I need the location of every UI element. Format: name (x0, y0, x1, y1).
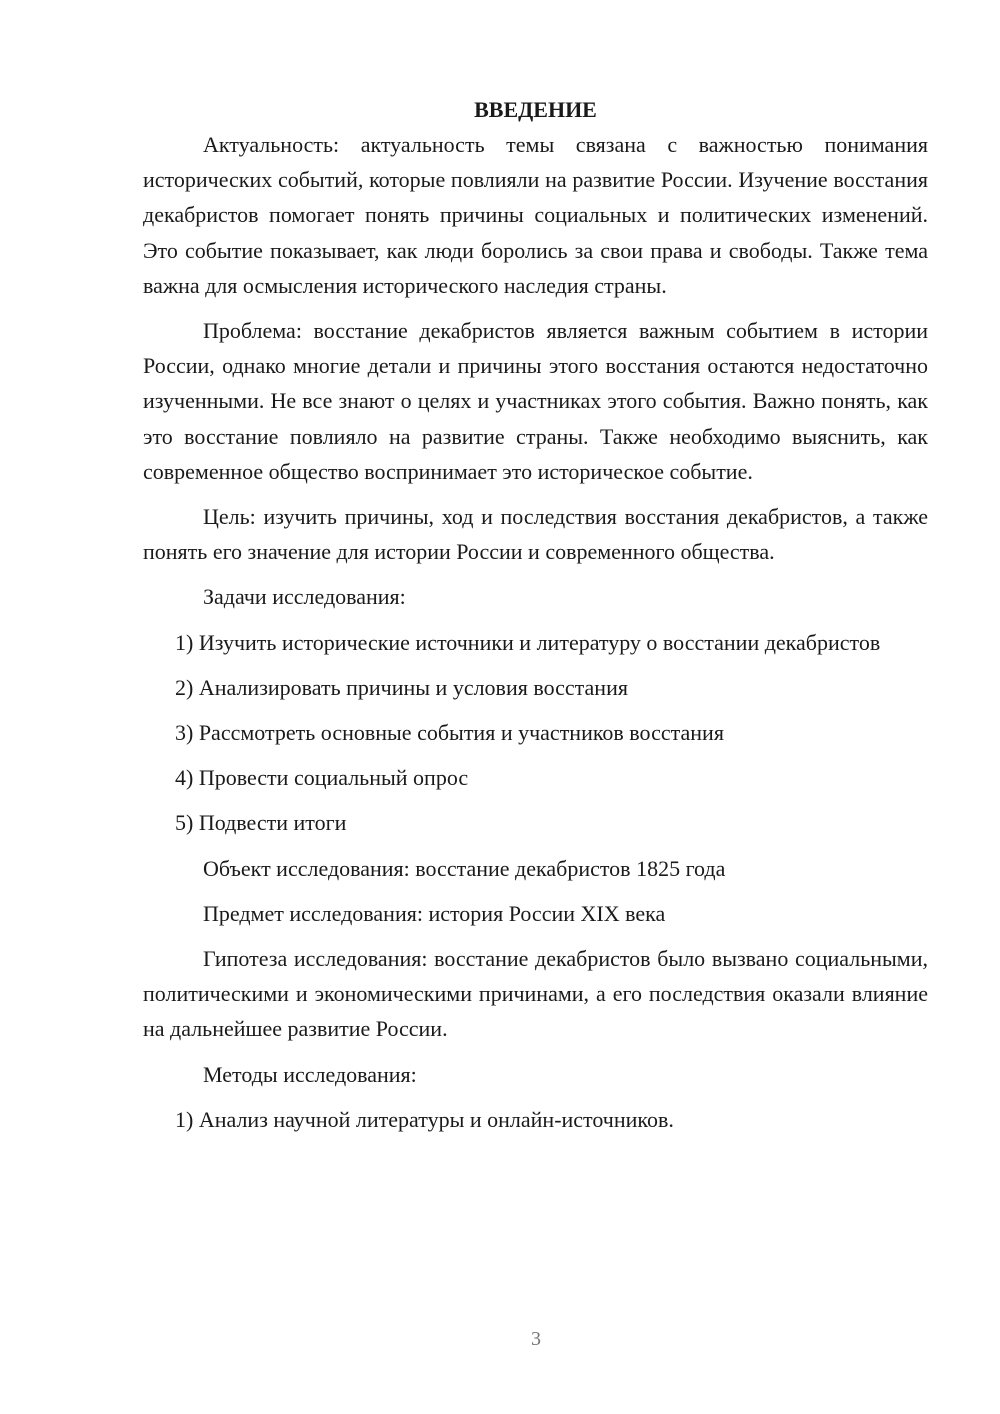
subject-paragraph: Предмет исследования: история России XIX века (203, 900, 666, 926)
task-item: 3) Рассмотреть основные события и участников восстания (175, 720, 724, 746)
tasks-heading: Задачи исследования: (203, 584, 406, 610)
task-item: 4) Провести социальный опрос (175, 765, 469, 791)
object-paragraph: Объект исследования: восстание декабристов 1825 года (203, 855, 726, 881)
relevance-paragraph: Актуальность: актуальность темы связана с важностью понимания исторических событий, которые повлияли на развитие России. Изучение восстания декабристов помогает понять причины социальных и политических изменений. Это событие показывает, как люди боролись за свои права и свободы. Также тема важна для осмысления исторического наследия страны. (143, 132, 928, 298)
hypothesis-paragraph: Гипотеза исследования: восстание декабристов было вызвано социальными, политическими и экономическими причинами, а его последствия оказали влияние на дальнейшее развитие России. (143, 946, 928, 1042)
task-item: 2) Анализировать причины и условия восстания (175, 674, 628, 700)
goal-paragraph: Цель: изучить причины, ход и последствия восстания декабристов, а также понять его значение для истории России и современного общества. (143, 504, 928, 565)
page-number: 3 (531, 1328, 541, 1350)
methods-heading: Методы исследования: (203, 1061, 417, 1087)
task-item: 5) Подвести итоги (175, 810, 347, 836)
problem-paragraph: Проблема: восстание декабристов является важным событием в истории России, однако многие детали и причины этого восстания остаются недостаточно изученными. Не все знают о целях и участниках этого события. Важно понять, как это восстание повлияло на развитие страны. Также необходимо выяснить, как современное общество воспринимает это историческое событие. (143, 318, 928, 484)
page-title: ВВЕДЕНИЕ (474, 97, 597, 122)
method-item: 1) Анализ научной литературы и онлайн-источников. (175, 1106, 674, 1132)
task-item: 1) Изучить исторические источники и литературу о восстании декабристов (175, 629, 881, 655)
document-page (143, 92, 928, 1147)
